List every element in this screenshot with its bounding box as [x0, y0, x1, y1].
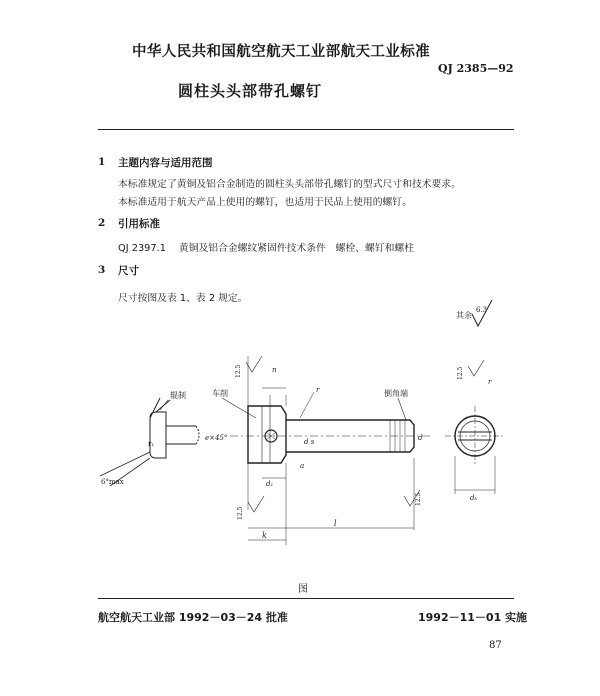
screw-end-view: [445, 360, 505, 502]
section-3-heading: 尺寸: [118, 265, 139, 277]
end-r-label: r: [488, 378, 492, 386]
approval-date: 航空航天工业部 1992－03－24 批准: [98, 611, 288, 624]
footer-rule: [98, 598, 514, 599]
section-1-number: 1: [98, 156, 106, 168]
issuing-organization: 中华人民共和国航空航天工业部航天工业标准: [132, 44, 430, 60]
standard-code: QJ 2385—92: [438, 62, 514, 75]
chamfer-dim-label: e×45°: [205, 434, 228, 442]
roughness-label: 其余: [456, 311, 472, 320]
rolled-label: 辊制: [170, 391, 186, 400]
rough-head-bottom: 12.5: [237, 506, 244, 520]
page-number: 87: [489, 640, 502, 651]
figure-caption: 图: [298, 584, 308, 595]
implementation-date: 1992－11－01 实施: [418, 611, 528, 624]
roughness-symbol: [456, 300, 492, 326]
dim-k-label: k: [262, 531, 267, 540]
dim-n-label: n: [272, 366, 277, 374]
section-3-number: 3: [98, 264, 106, 276]
section-1-heading: 主题内容与适用范围: [118, 157, 213, 169]
section-2-number: 2: [98, 217, 106, 229]
section-1-paragraph-1: 本标准规定了黄铜及铝合金制造的圆柱头头部带孔螺钉的型式尺寸和技术要求。: [118, 179, 461, 190]
dim-d1-label: d₁: [266, 480, 274, 488]
section-2-heading: 引用标准: [118, 218, 160, 230]
rolled-head-detail: [100, 390, 199, 486]
roughness-value: 6.3: [476, 306, 488, 314]
dim-ds-label: d s: [304, 438, 315, 446]
rough-end: 12.5: [457, 366, 464, 380]
rough-head-top: 12.5: [235, 364, 242, 378]
dim-d-label: d: [418, 434, 423, 442]
section-1-paragraph-2: 本标准适用于航天产品上使用的螺钉，也适用于民品上使用的螺钉。: [118, 197, 412, 208]
dim-r-label: r: [316, 386, 320, 394]
rolled-r1-label: r₁: [148, 440, 155, 448]
dim-a-label: a: [300, 462, 305, 470]
thread-end-label: 倒角端: [384, 389, 408, 398]
screw-side-view: [205, 356, 430, 545]
section-2-reference: QJ 2397.1 黄铜及铝合金螺纹紧固件技术条件 螺栓、螺钉和螺柱: [118, 243, 415, 254]
rough-shank: 12.5: [415, 492, 422, 506]
dim-dk-label: dₖ: [470, 494, 478, 502]
dim-l-label: l: [334, 519, 337, 528]
angle-label: 6°max: [101, 478, 124, 486]
section-3-paragraph: 尺寸按图及表 1、表 2 规定。: [118, 293, 248, 304]
chamfer-label: 车削: [212, 389, 228, 398]
document-title: 圆柱头头部带孔螺钉: [178, 82, 323, 100]
